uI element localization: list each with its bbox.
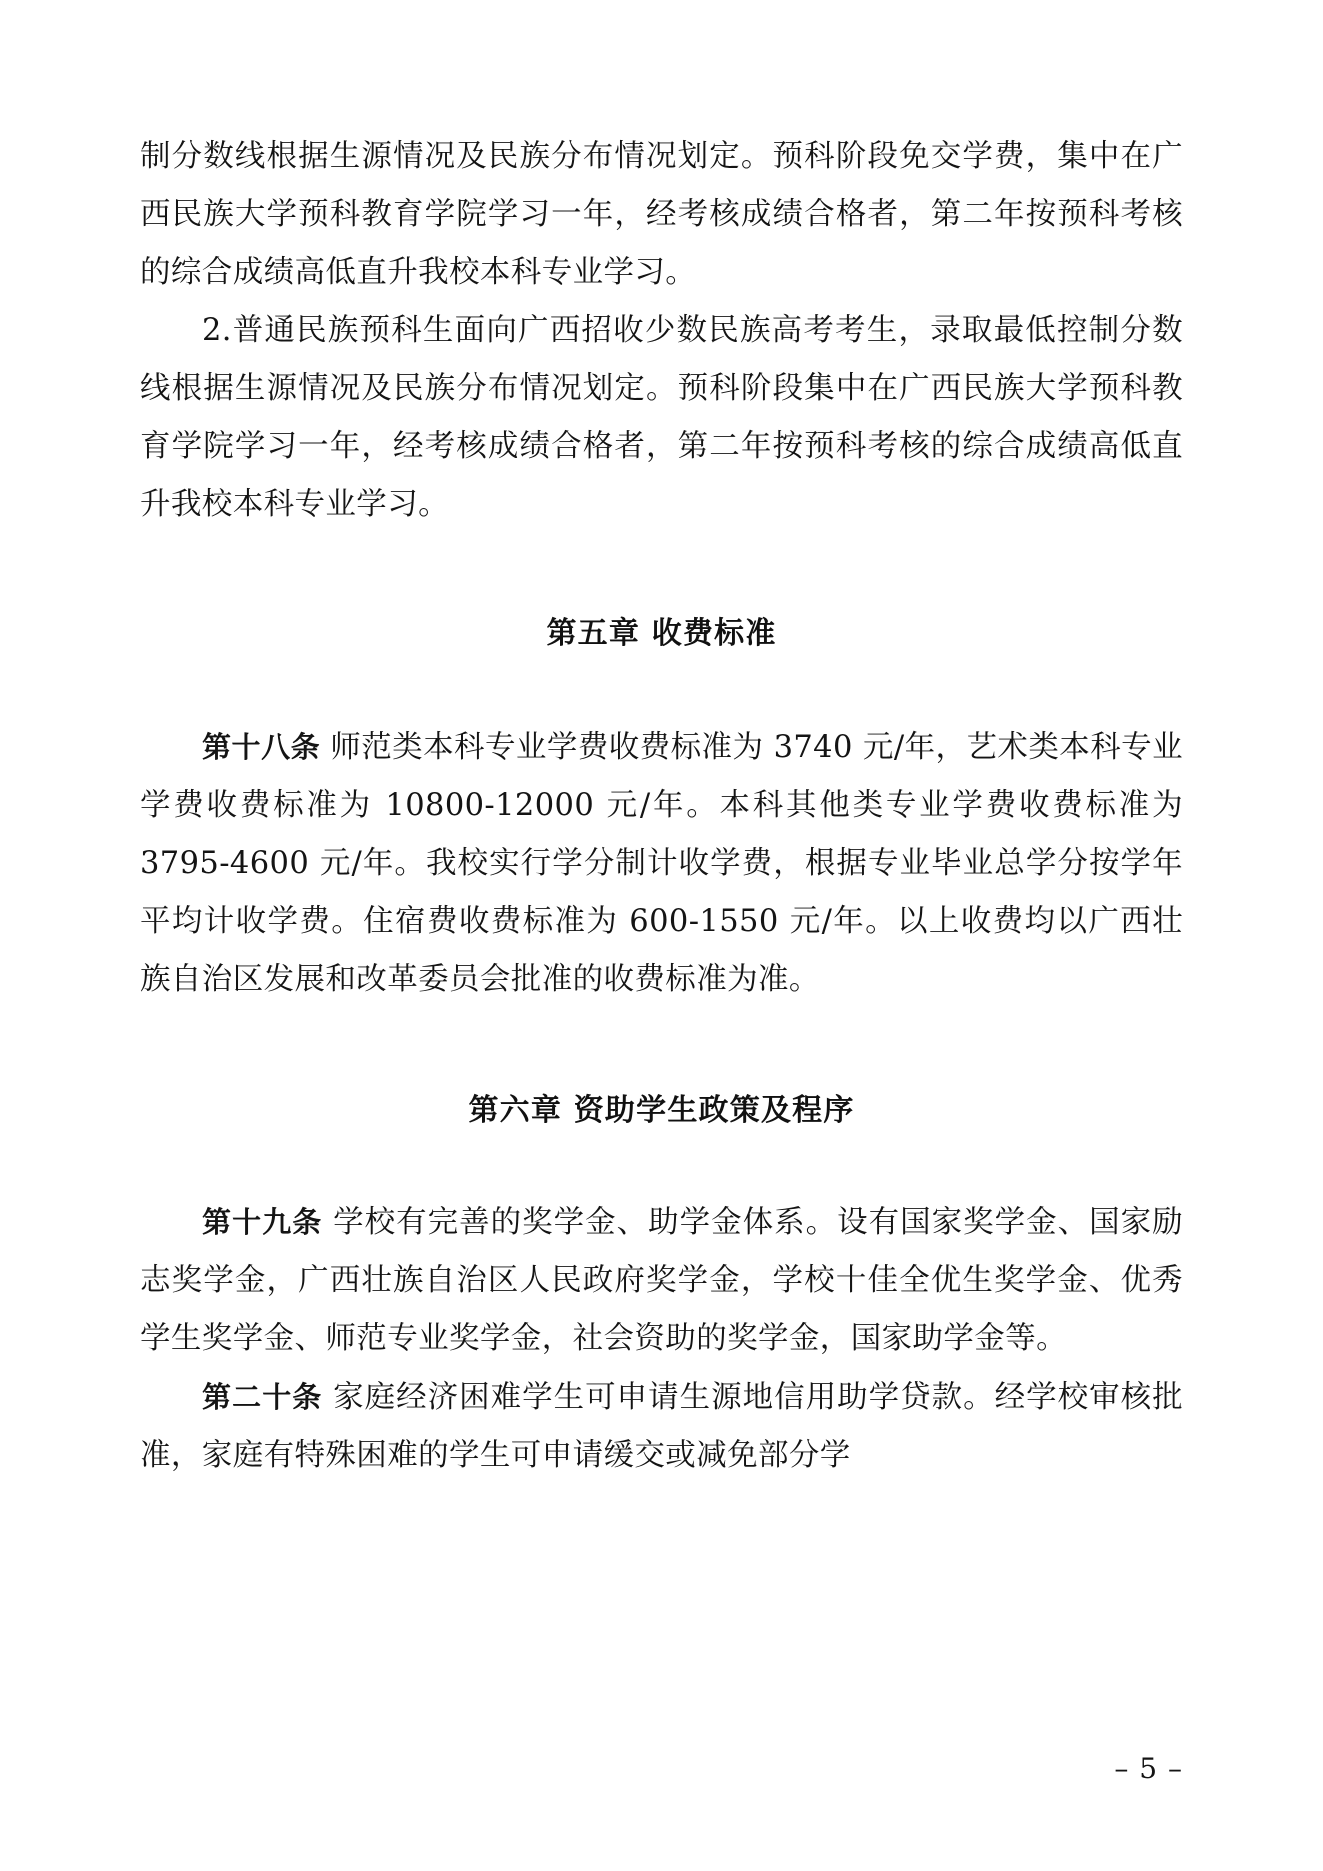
page-number: – 5 –	[1114, 1752, 1183, 1785]
article-20-text: 家庭经济困难学生可申请生源地信用助学贷款。经学校审核批准，家庭有特殊困难的学生可申请缓交或减免部分学	[140, 1380, 1183, 1473]
spacer-before-chapter-six	[140, 1009, 1183, 1085]
article-19-paragraph	[140, 1193, 1183, 1368]
chapter-five-heading: 第五章 收费标准	[546, 616, 777, 651]
article-18-lead: 第十八条	[202, 730, 321, 764]
paragraph-continued: 制分数线根据生源情况及民族分布情况划定。预科阶段免交学费，集中在广西民族大学预科教育学院学习一年，经考核成绩合格者，第二年按预科考核的综合成绩高低直升我校本科专业学习。	[140, 139, 1183, 290]
article-20-paragraph	[140, 1368, 1183, 1485]
spacer-after-chapter-five	[140, 652, 1183, 718]
article-18-paragraph	[140, 718, 1183, 1009]
article-19-lead: 第十九条	[202, 1205, 323, 1239]
article-20-lead: 第二十条	[202, 1380, 323, 1414]
article-19-text: 学校有完善的奖学金、助学金体系。设有国家奖学金、国家励志奖学金，广西壮族自治区人民政府奖学金，学校十佳全优生奖学金、优秀学生奖学金、师范专业奖学金，社会资助的奖学金，国家助学金等。	[140, 1205, 1183, 1356]
document-body	[140, 128, 1183, 1485]
paragraph-item-2: 2.普通民族预科生面向广西招收少数民族高考考生，录取最低控制分数线根据生源情况及民族分布情况划定。预科阶段集中在广西民族大学预科教育学院学习一年，经考核成绩合格者，第二年按预科考核的综合成绩高低直升我校本科专业学习。	[140, 313, 1183, 522]
article-18-text: 师范类本科专业学费收费标准为 3740 元/年，艺术类本科专业学费收费标准为 10800-12000 元/年。本科其他类专业学费收费标准为 3795-4600 元/年。我校实行学分制计收学费，根据专业毕业总学分按学年平均计收学费。住宿费收费标准为 600-1550 元/年。以上收费均以广西壮族自治区发展和改革委员会批准的收费标准为准。	[140, 730, 1183, 997]
spacer-before-chapter-five	[140, 534, 1183, 608]
spacer-after-chapter-six	[140, 1129, 1183, 1193]
chapter-six-heading: 第六章 资助学生政策及程序	[468, 1093, 855, 1128]
